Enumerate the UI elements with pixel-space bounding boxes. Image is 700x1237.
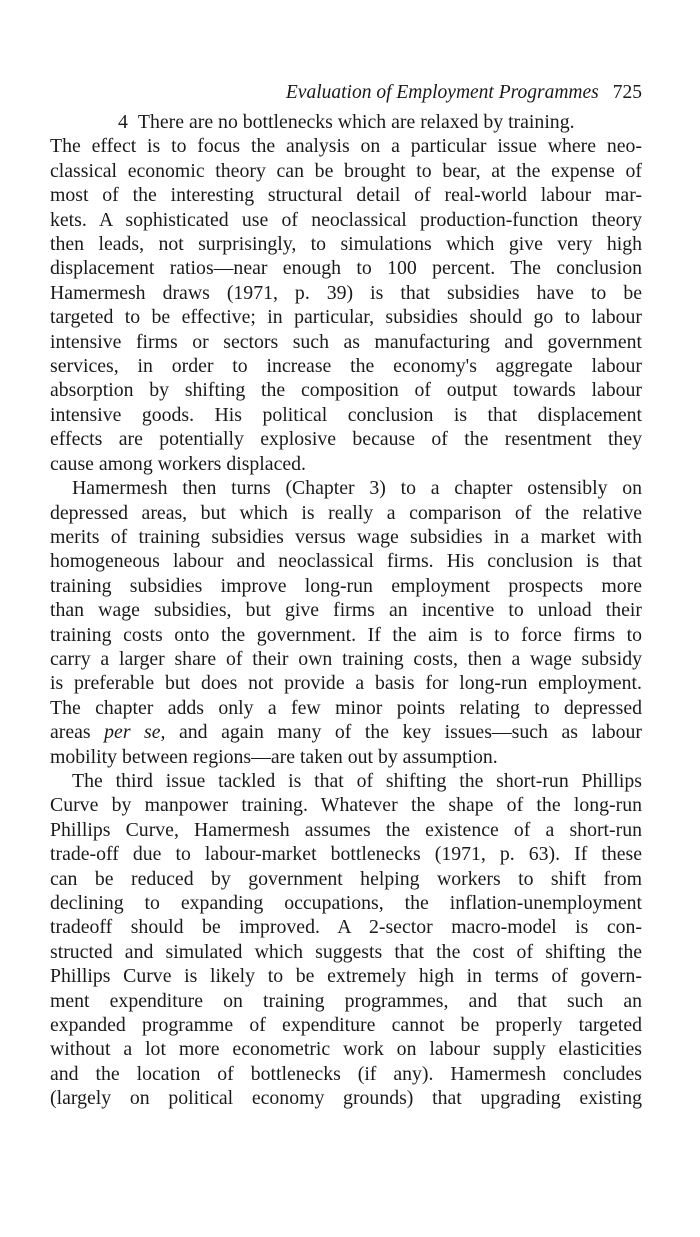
text-line: classical economic theory can be brought to bear, at the expense of — [50, 159, 642, 182]
chapter-title: Evaluation of Employment Programmes — [285, 82, 599, 103]
text-line: The third issue tackled is that of shifting the short-run Phillips — [72, 769, 642, 792]
text-line: intensive firms or sectors such as manufacturing and government — [50, 330, 642, 353]
text-line: declining to expanding occupations, the inflation-unemployment — [50, 892, 642, 914]
text-line: training costs onto the government. If the aim is to force firms to — [50, 623, 642, 646]
running-head — [50, 78, 642, 108]
text-fragment: and again many of the key issues—such as labour — [165, 721, 642, 744]
text-line: Curve by manpower training. Whatever the shape of the long-run — [50, 794, 642, 817]
text-line: merits of training subsidies versus wage subsidies in a market with — [50, 525, 642, 548]
text-line: Hamermesh draws (1971, p. 39) is that subsidies have to be — [50, 281, 642, 304]
text-line: targeted to be effective; in particular, subsidies should go to labour — [50, 306, 642, 329]
list-item — [50, 110, 642, 134]
text-line: carry a larger share of their own training costs, then a wage subsidy — [50, 647, 642, 670]
page-number: 725 — [612, 82, 642, 103]
text-line: absorption by shifting the composition of output towards labour — [50, 379, 642, 402]
text-line: tradeoff should be improved. A 2-sector macro-model is con- — [50, 916, 642, 939]
text-line: Hamermesh then turns (Chapter 3) to a chapter ostensibly on — [72, 477, 642, 500]
text-line: Phillips Curve is likely to be extremely high in terms of govern- — [50, 965, 642, 988]
text-fragment: areas — [50, 721, 105, 744]
text-line: (largely on political economy grounds) that upgrading existing — [50, 1087, 642, 1110]
text-line: Phillips Curve, Hamermesh assumes the existence of a short-run — [50, 818, 642, 841]
text-line: and the location of bottlenecks (if any). Hamermesh concludes — [50, 1062, 642, 1085]
text-line: The effect is to focus the analysis on a particular issue where neo- — [50, 135, 642, 158]
italic-term: per se, — [104, 721, 166, 744]
paragraph-3 — [50, 769, 642, 1111]
text-line: ment expenditure on training programmes, and that such an — [50, 989, 642, 1012]
text-line: trade-off due to labour-market bottlenecks (1971, p. 63). If these — [50, 843, 642, 866]
text-line: depressed areas, but which is really a comparison of the relative — [50, 501, 642, 524]
text-line: effects are potentially explosive because of the resentment they — [50, 428, 642, 451]
text-line: intensive goods. His political conclusion is that displacement — [50, 403, 642, 426]
list-item-number: 4 — [118, 111, 128, 133]
text-line: training subsidies improve long-run employment prospects more — [50, 574, 642, 597]
list-item-text: There are no bottlenecks which are relaxed by training. — [137, 111, 575, 133]
text-line: can be reduced by government helping workers to shift from — [50, 867, 642, 890]
text-line: displacement ratios—near enough to 100 percent. The conclusion — [50, 257, 642, 280]
text-line — [50, 720, 642, 744]
text-line: cause among workers displaced. — [50, 452, 306, 475]
text-line: than wage subsidies, but give firms an incentive to unload their — [50, 599, 642, 622]
text-line: homogeneous labour and neoclassical firms. His conclusion is that — [50, 550, 642, 573]
text-line: without a lot more econometric work on labour supply elasticities — [50, 1038, 642, 1061]
paragraph-1 — [50, 134, 642, 476]
text-line: kets. A sophisticated use of neoclassical production-function theory — [50, 208, 642, 231]
text-line: mobility between regions—are taken out by assumption. — [50, 745, 498, 768]
text-line: most of the interesting structural detail of real-world labour mar- — [50, 184, 642, 207]
text-line: services, in order to increase the economy's aggregate labour — [50, 355, 642, 378]
paragraph-2 — [50, 476, 642, 769]
book-page — [50, 78, 642, 1111]
text-line: is preferable but does not provide a basis for long-run employment. — [50, 672, 642, 695]
text-line: then leads, not surprisingly, to simulations which give very high — [50, 233, 642, 256]
text-line: The chapter adds only a few minor points relating to depressed — [50, 696, 642, 719]
text-line: expanded programme of expenditure cannot be properly targeted — [50, 1014, 642, 1037]
text-line: structed and simulated which suggests that the cost of shifting the — [50, 940, 642, 963]
